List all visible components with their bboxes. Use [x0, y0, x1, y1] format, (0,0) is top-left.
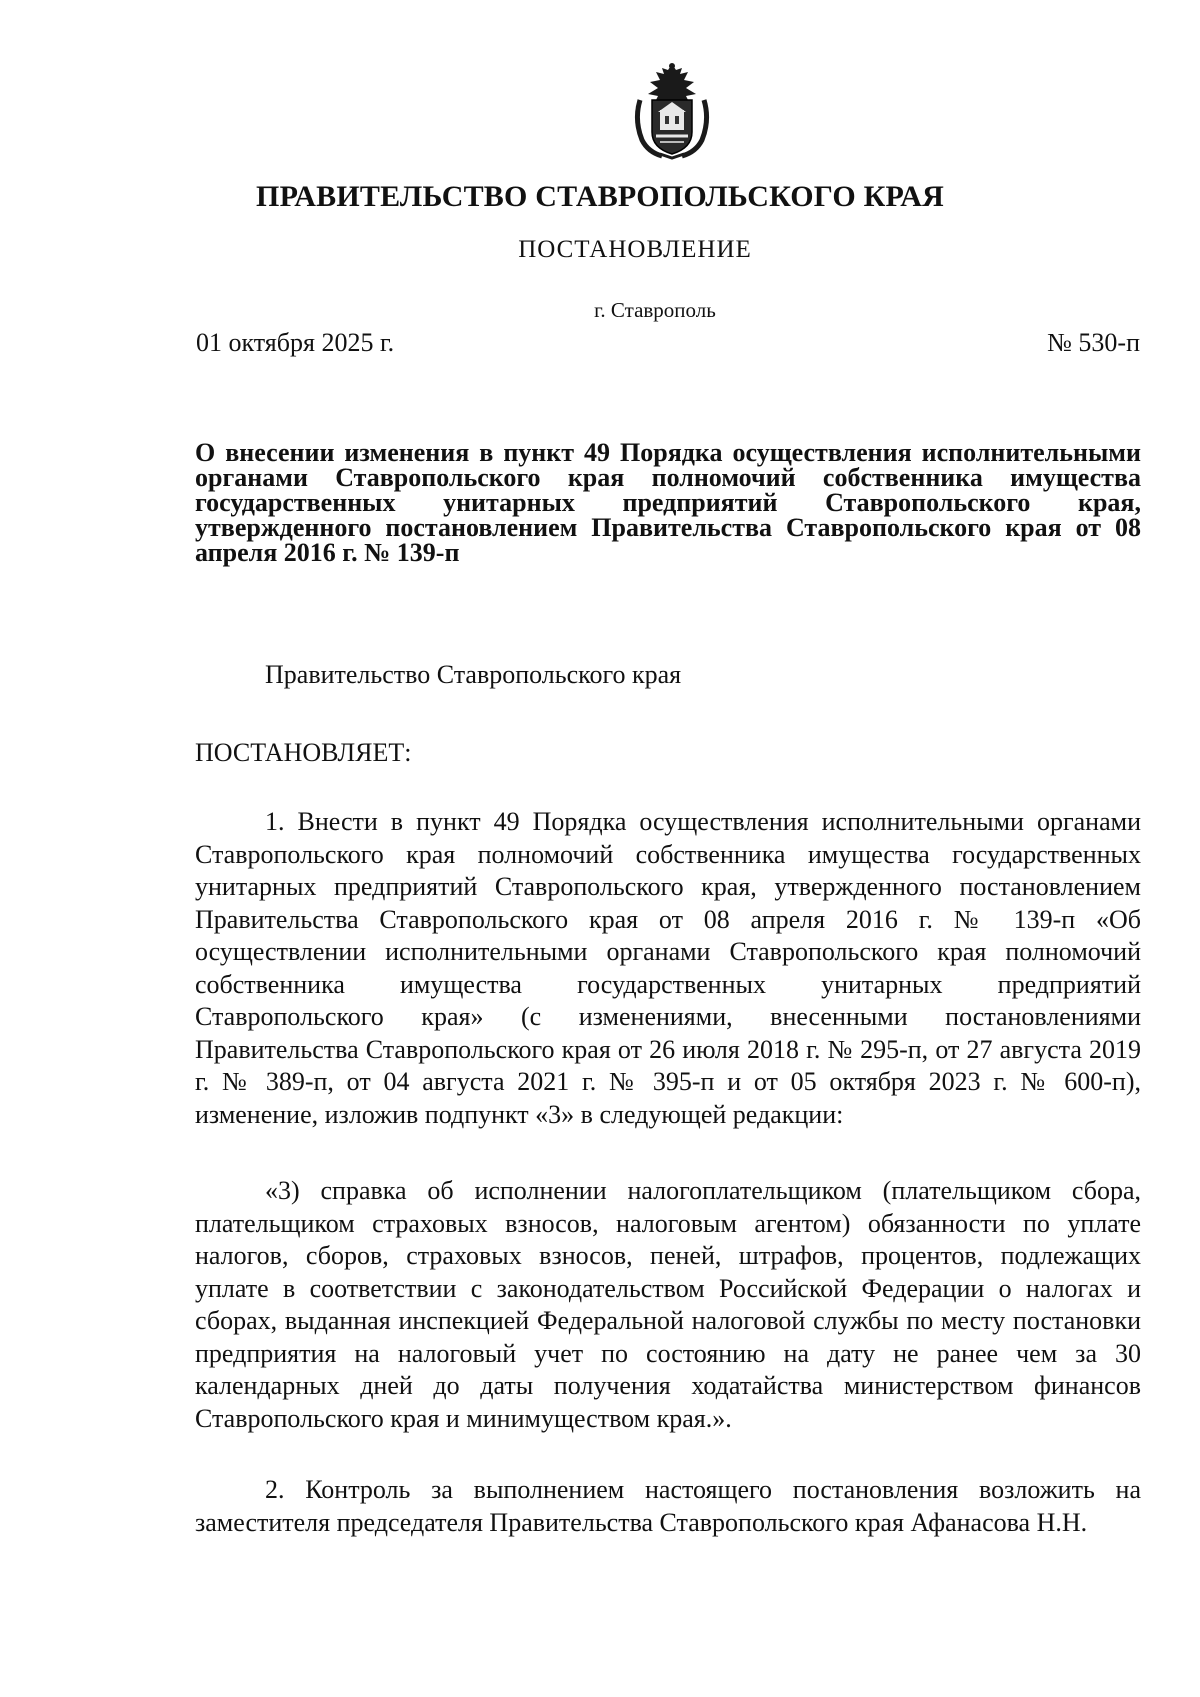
paragraph-2: 2. Контроль за выполнением настоящего постановления возложить на заместителя председателя Правительства Ставропольского края Афанасова Н.Н. [195, 1475, 1141, 1537]
document-type: ПОСТАНОВЛЕНИЕ [518, 236, 752, 263]
decree-word: ПОСТАНОВЛЯЕТ: [195, 738, 412, 767]
quoted-subparagraph-3: «3) справка об исполнении налогоплательщиком (плательщиком сбора, плательщиком страховых взносов, налоговым агентом) обязанности по уплате налогов, сборов, страховых взносов, пеней, штрафов, процентов, подлежащих уплате в соответствии с законодательством Российской Федерации о налогах и сборах, выданная инспекцией Федеральной налоговой службы по месту постановки предприятия на налоговый учет по состоянию на дату не ранее чем за 30 календарных дней до даты получения ходатайства министерством финансов Ставропольского края и минимуществом края.». [195, 1176, 1141, 1433]
organization-title: ПРАВИТЕЛЬСТВО СТАВРОПОЛЬСКОГО КРАЯ [256, 180, 944, 213]
document-number: № 530-п [1047, 328, 1140, 357]
issue-city: г. Ставрополь [594, 298, 716, 322]
preamble: Правительство Ставропольского края [265, 660, 682, 689]
stavropol-coat-of-arms-icon [630, 60, 714, 160]
document-subject: О внесении изменения в пункт 49 Порядка осуществления исполнительными органами Ставропольского края полномочий собственника имущества государственных унитарных предприятий Ставропольского края, утвержденного постановлением Правительства Ставропольского края от 08 апреля 2016 г. № 139-п [195, 438, 1141, 567]
document-date: 01 октября 2025 г. [196, 328, 395, 357]
paragraph-1: 1. Внести в пункт 49 Порядка осуществления исполнительными органами Ставропольского края полномочий собственника имущества государственных унитарных предприятий Ставропольского края, утвержденного постановлением Правительства Ставропольского края от 08 апреля 2016 г. № 139-п «Об осуществлении исполнительными органами Ставропольского края полномочий собственника имущества государственных унитарных предприятий Ставропольского края» (с изменениями, внесенными постановлениями Правительства Ставропольского края от 26 июля 2018 г. № 295-п, от 27 августа 2019 г. № 389-п, от 04 августа 2021 г. № 395-п и от 05 октября 2023 г. № 600-п), изменение, изложив подпункт «3» в следующей редакции: [195, 807, 1141, 1129]
